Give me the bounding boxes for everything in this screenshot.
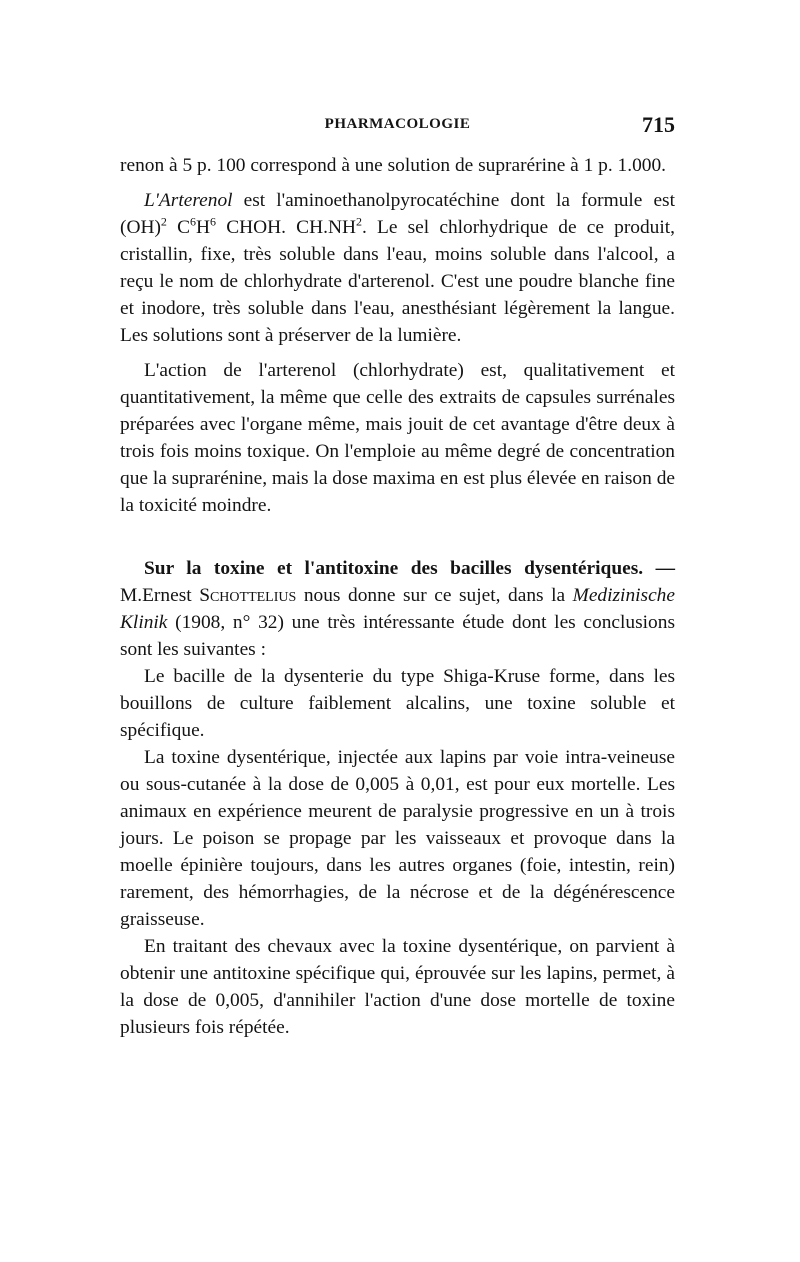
author-name: Schottelius bbox=[199, 585, 297, 606]
arterenol-term: L'Arterenol bbox=[144, 190, 233, 211]
body-text bbox=[120, 152, 675, 1041]
formula-text-d: CHOH. CH.NH bbox=[216, 217, 356, 238]
page-number: 715 bbox=[642, 112, 675, 137]
formula-text-c: H bbox=[196, 217, 211, 238]
journal-name: Medizinische Klinik bbox=[120, 585, 675, 633]
paragraph-text: L'action de l'arterenol (chlorhydrate) est, qualitativement et quantitativement, la même que celle des extraits de capsules surrénales préparées avec l'organe même, mais jouit de cet avantage d'être deux à trois fois moins toxique. On l'emploie au même degré de concentration que la suprarénine, mais la dose maxima en est plus élevée en raison de la toxicité moindre. bbox=[120, 360, 675, 516]
paragraph-text: La toxine dysentérique, injectée aux lapins par voie intra-veineuse ou sous-cutanée à la dose de 0,005 à 0,01, est pour eux mortelle. Les animaux en expérience meurent de paralysie progressive en un à trois jours. Le poison se propage par les vaisseaux et provoque dans la moelle épinière toujours, dans les autres organes (foie, intestin, rein) rarement, des hémorrhagies, de la nécrose et de la dégénérescence graisseuse. bbox=[120, 747, 675, 930]
running-head: PHARMACOLOGIE bbox=[324, 116, 471, 132]
paragraph-text: . Le sel chlorhydrique de ce produit, cristallin, fixe, très soluble dans l'eau, moins soluble dans l'alcool, a reçu le nom de chlorhydrate d'arterenol. C'est une poudre blanche fine et inodore, très soluble dans l'eau, anesthésiant légèrement la langue. Les solutions sont à préserver de la lumière. bbox=[120, 217, 676, 346]
paragraph-action bbox=[120, 357, 675, 519]
paragraph-text: Le bacille de la dysenterie du type Shiga-Kruse forme, dans les bouillons de culture faiblement alcalins, une toxine soluble et spécifique. bbox=[120, 666, 675, 741]
section-text-c: (1908, n° 32) une très intéressante étude dont les conclusions sont les suivantes : bbox=[120, 612, 675, 660]
section-title: Sur la toxine et l'antitoxine des bacilles dysentériques. bbox=[144, 558, 644, 579]
formula-sup-1: 2 bbox=[160, 214, 167, 229]
paragraph-toxine bbox=[120, 744, 675, 933]
paragraph-arterenol bbox=[120, 187, 675, 349]
formula-sup-4: 2 bbox=[355, 214, 362, 229]
formula-text-b: C bbox=[166, 217, 191, 238]
section-toxine bbox=[120, 555, 675, 663]
paragraph-antitoxine bbox=[120, 933, 675, 1041]
formula-sup-3: 6 bbox=[210, 214, 217, 229]
paragraph-text: renon à 5 p. 100 correspond à une solution de suprarérine à 1 p. 1.000. bbox=[120, 155, 667, 176]
section-text-a: M.Ernest bbox=[120, 585, 200, 606]
section-dash: — bbox=[643, 558, 675, 579]
paragraph-bacille bbox=[120, 663, 675, 744]
paragraph-continuation bbox=[120, 152, 675, 179]
page-header bbox=[120, 112, 675, 146]
formula-sup-2: 6 bbox=[190, 214, 197, 229]
section-text-b: nous donne sur ce sujet, dans la bbox=[296, 585, 573, 606]
paragraph-text: En traitant des chevaux avec la toxine dysentérique, on parvient à obtenir une antitoxine spécifique qui, éprouvée sur les lapins, permet, à la dose de 0,005, d'annihiler l'action d'une dose mortelle de toxine plusieurs fois répétée. bbox=[120, 936, 675, 1038]
formula-text-a: est l'aminoethanolpyrocatéchine dont la formule est (OH) bbox=[120, 190, 675, 238]
